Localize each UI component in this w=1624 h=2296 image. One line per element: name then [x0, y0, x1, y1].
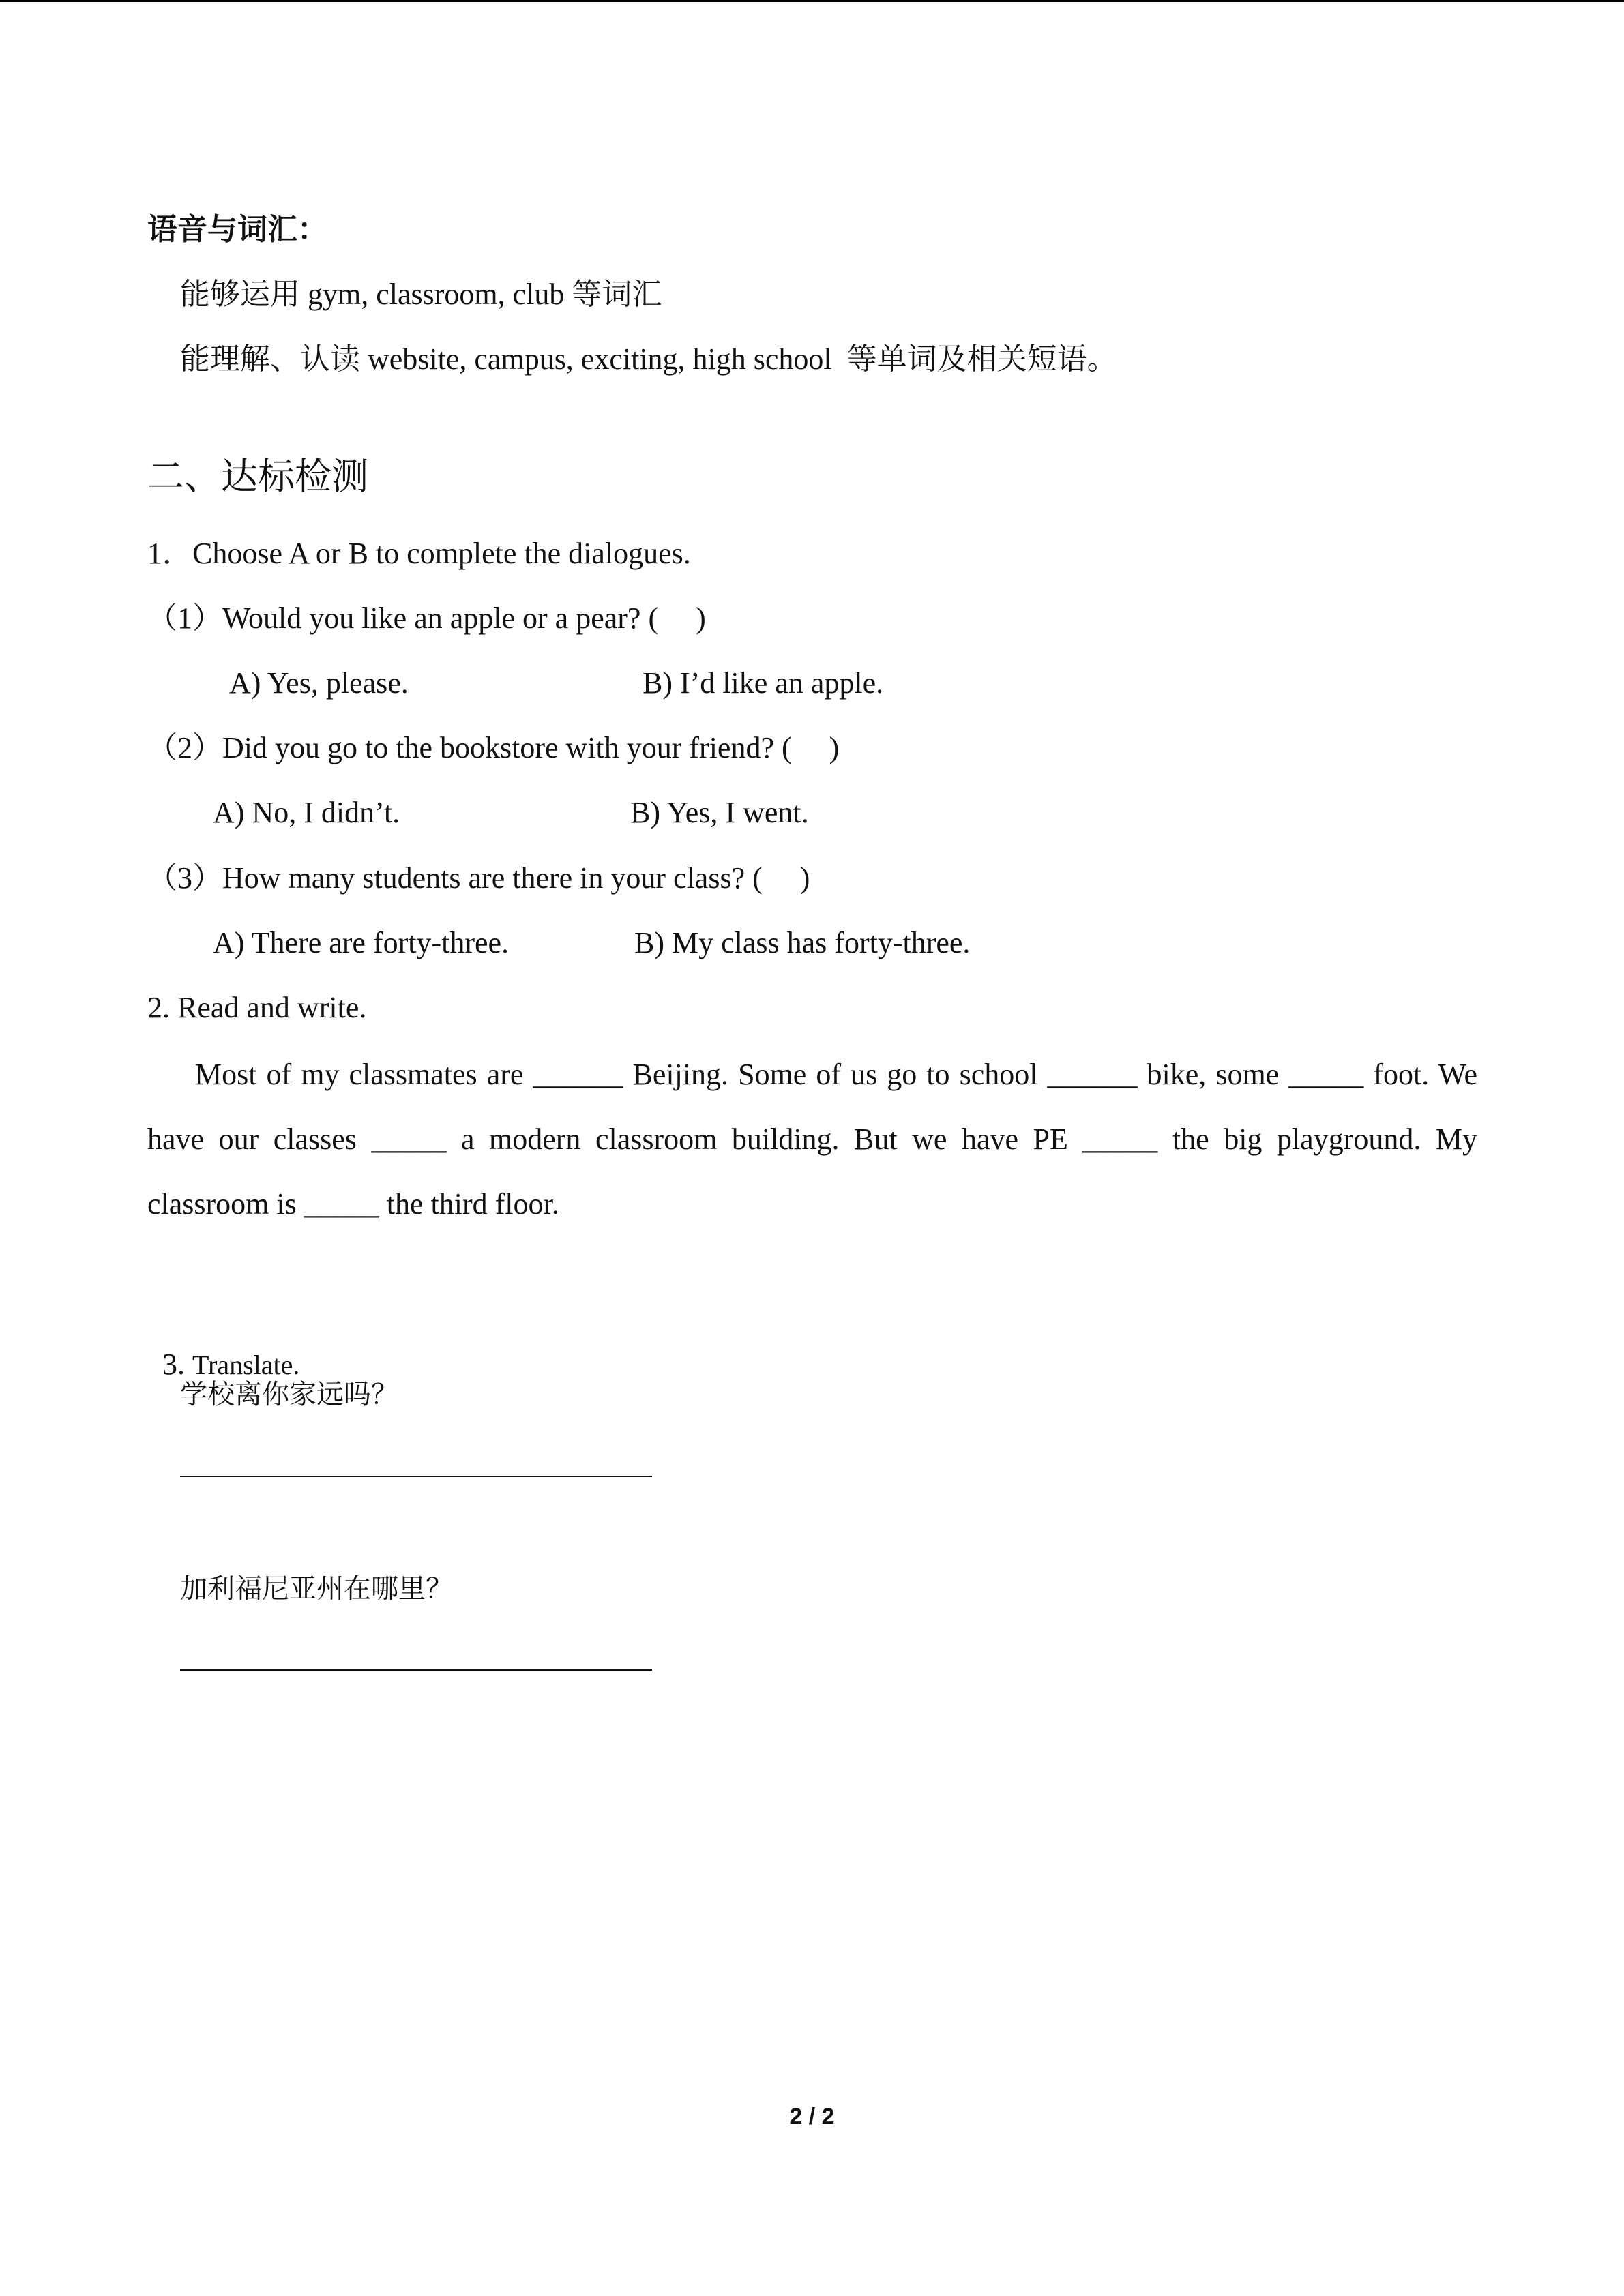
- q1-item-2-question: （2）Did you go to the bookstore with your friend? ( ): [147, 731, 840, 764]
- q1-item-2-option-b: B) Yes, I went.: [630, 796, 809, 829]
- q3-answer-line-1: [180, 1476, 652, 1477]
- objectives-heading: 语音与词汇：: [147, 212, 327, 247]
- q1-item-1-question: （1）Would you like an apple or a pear? ( ): [147, 601, 706, 635]
- q2-paragraph-text: Most of my classmates are ______ Beijing. Some of us go to school ______ bike, some _____ foot. We have our classes _____ a modern classroom building. But we have PE _____ the big playground. My classroom is _____ the third floor.: [147, 1058, 1477, 1221]
- q2-title: 2. Read and write.: [147, 991, 367, 1024]
- section-title: 二、达标检测: [147, 455, 368, 498]
- q1-item-1-option-b: B) I’d like an apple.: [643, 666, 884, 700]
- q1-item-3-question: （3）How many students are there in your class? ( ): [147, 861, 810, 895]
- q1-item-3-option-b: B) My class has forty-three.: [634, 926, 971, 959]
- q3-prompt-2: 加利福尼亚州在哪里？: [180, 1573, 453, 1605]
- objectives-line-1: 能够运用 gym, classroom, club 等词汇: [180, 278, 662, 311]
- page-top-border: [0, 0, 1624, 2]
- q1-item-2-option-a: A) No, I didn’t.: [213, 796, 400, 829]
- q2-paragraph: [147, 1042, 1477, 1236]
- page-number: 2 / 2: [789, 2104, 835, 2130]
- objectives-line-2: 能理解、认读 website, campus, exciting, high school 等单词及相关短语。: [180, 342, 1117, 376]
- q3-prompt-1: 学校离你家远吗？: [180, 1379, 398, 1410]
- q1-item-3-option-a: A) There are forty-three.: [213, 926, 510, 959]
- q3-heading: [147, 1320, 299, 1380]
- q1-title: 1．Choose A or B to complete the dialogues.: [147, 537, 691, 570]
- q3-title: Translate.: [192, 1350, 300, 1380]
- q3-answer-line-2: [180, 1669, 652, 1671]
- q1-item-1-option-a: A) Yes, please.: [229, 666, 409, 700]
- q3-number: 3.: [162, 1347, 185, 1381]
